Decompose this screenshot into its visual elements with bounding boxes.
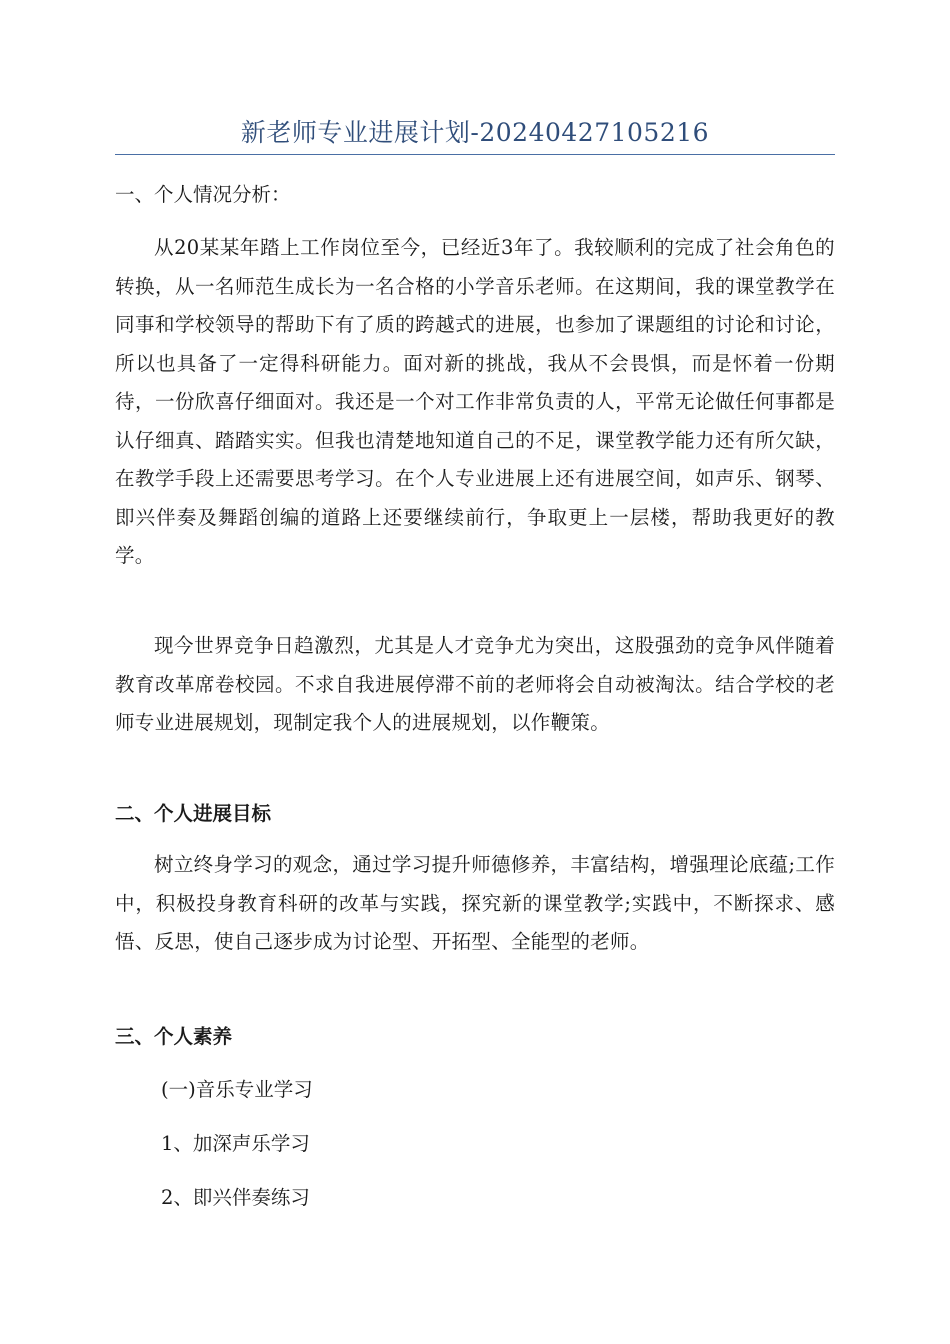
section-heading-literacy: 三、个人素养 [115,1025,233,1048]
section-heading-goals: 二、个人进展目标 [115,802,272,825]
paragraph-goals: 树立终身学习的观念，通过学习提升师德修养，丰富结构，增强理论底蕴;工作中，积极投身教育科研的改革与实践，探究新的课堂教学;实践中，不断探求、感悟、反思，使自己逐步成为讨论型、开拓型、全能型的老师。 [115,853,835,953]
list-item: 2、即兴伴奏练习 [161,1186,310,1209]
section-heading-situation: 一、个人情况分析： [115,183,291,206]
title-underline [115,154,835,155]
list-item: 1、加深声乐学习 [161,1132,310,1155]
paragraph-situation-2: 现今世界竞争日趋激烈，尤其是人才竞争尤为突出，这股强劲的竞争风伴随着教育改革席卷校园。不求自我进展停滞不前的老师将会自动被淘汰。结合学校的老师专业进展规划，现制定我个人的进展规划，以作鞭策。 [115,634,835,734]
paragraph-situation-1: 从20某某年踏上工作岗位至今，已经近3年了。我较顺利的完成了社会角色的转换，从一名师范生成长为一名合格的小学音乐老师。在这期间，我的课堂教学在同事和学校领导的帮助下有了质的跨越式的进展，也参加了课题组的讨论和讨论，所以也具备了一定得科研能力。面对新的挑战，我从不会畏惧，而是怀着一份期待，一份欣喜仔细面对。我还是一个对工作非常负责的人，平常无论做任何事都是认仔细真、踏踏实实。但我也清楚地知道自己的不足，课堂教学能力还有所欠缺，在教学手段上还需要思考学习。在个人专业进展上还有进展空间，如声乐、钢琴、即兴伴奏及舞蹈创编的道路上还要继续前行，争取更上一层楼，帮助我更好的教学。 [115,236,835,567]
list-item: (一)音乐专业学习 [161,1078,313,1101]
document-title: 新老师专业进展计划-20240427105216 [240,118,710,147]
